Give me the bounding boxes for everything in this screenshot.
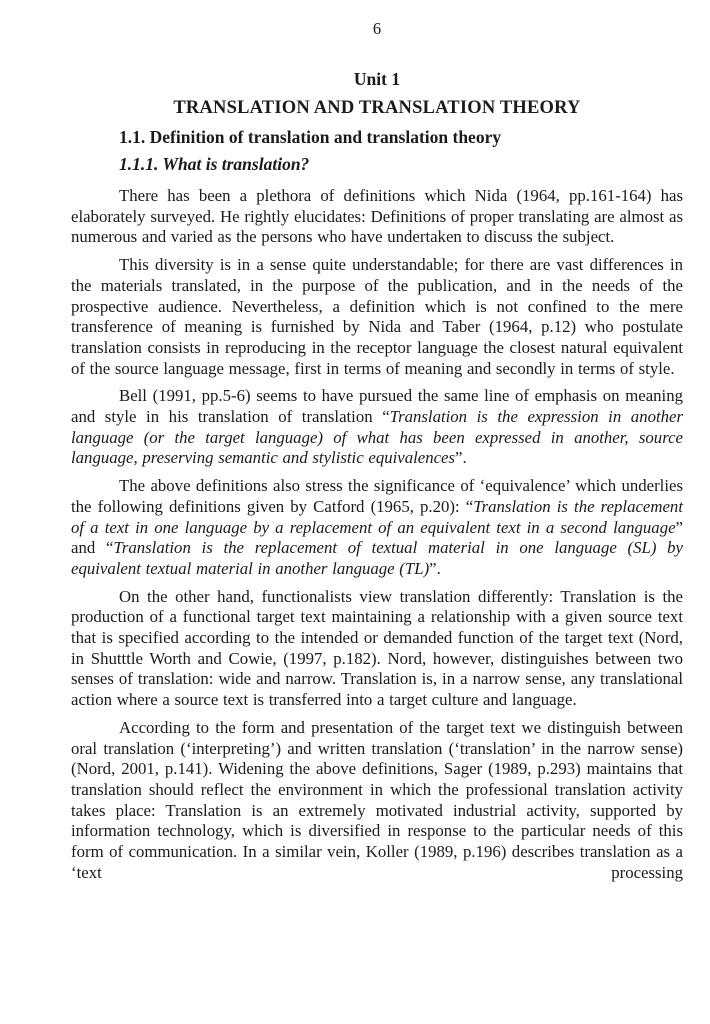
unit-heading: Unit 1 <box>353 69 401 89</box>
text-run: The above definitions also stress the significance of ‘equivalence’ which underlies the following definitions given by Catford (1965, p.20): “ <box>71 476 683 516</box>
italic-text-run: Translation is the expression in another language (or the target language) of what has been expressed in another, source language, preserving semantic and stylistic equivalences <box>71 407 684 468</box>
body-paragraph <box>71 186 683 248</box>
body-paragraph <box>71 718 683 884</box>
body-text <box>71 186 683 884</box>
body-paragraph <box>71 386 683 469</box>
italic-text-run: Translation is the replacement of a text in one language by a replacement of an equivalent text in a second language <box>71 496 683 537</box>
body-paragraph <box>71 587 683 711</box>
text-run: ”. <box>455 448 467 468</box>
text-run: This diversity is in a sense quite understandable; for there are vast differences in the materials translated, in the purpose of the publication, and in the needs of the prospective audience. Nevertheless, a definition which is not confined to the mere transference of meaning is furnished by Nida and Taber (1964, p.12) who postulate translation consists in reproducing in the receptor language the closest natural equivalent of the source language message, first in terms of meaning and secondly in terms of style. <box>71 255 683 378</box>
italic-text-run: Translation is the replacement of textual material in one language (SL) by equivalent textual material in another language (TL) <box>71 538 683 578</box>
text-run: ” and “ <box>71 517 683 558</box>
text-run: There has been a plethora of definitions which Nida (1964, pp.161-164) has elaborately surveyed. He rightly elucidates: Definitions of proper translating are almost as numerous and varied as the persons who have undertaken to discuss the subject. <box>71 186 683 247</box>
text-run: According to the form and presentation of the target text we distinguish between oral translation (‘interpreting’) and written translation (‘translation’ in the narrow sense) (Nord, 2001, p.141). Widening the above definitions, Sager (1989, p.293) maintains that translation should reflect the environment in which the professional translation activity takes place: Translation is an extremely motivated industrial activity, supported by information technology, which is diversified in response to the particular needs of this form of communication. In a similar vein, Koller (1989, p.196) describes translation as a ‘text processing <box>71 717 683 882</box>
subsection-heading: 1.1.1. What is translation? <box>119 154 310 174</box>
page-number: 6 <box>372 19 382 38</box>
text-run: Bell (1991, pp.5-6) seems to have pursued the same line of emphasis on meaning and style in his translation of translation “ <box>71 386 683 427</box>
body-paragraph <box>71 476 683 580</box>
text-run: ”. <box>429 558 441 578</box>
body-paragraph <box>71 255 683 379</box>
chapter-title: TRANSLATION AND TRANSLATION THEORY <box>173 98 581 118</box>
section-heading: 1.1. Definition of translation and translation theory <box>119 127 502 147</box>
text-run: On the other hand, functionalists view translation differently: Translation is the production of a functional target text maintaining a relationship with a given source text that is specified according to the intended or demanded function of the target text (Nord, in Shutttle Worth and Cowie, (1997, p.182). Nord, however, distinguishes between two senses of translation: wide and narrow. Translation is, in a narrow sense, any translational action where a source text is transferred into a target culture and language. <box>71 586 683 710</box>
